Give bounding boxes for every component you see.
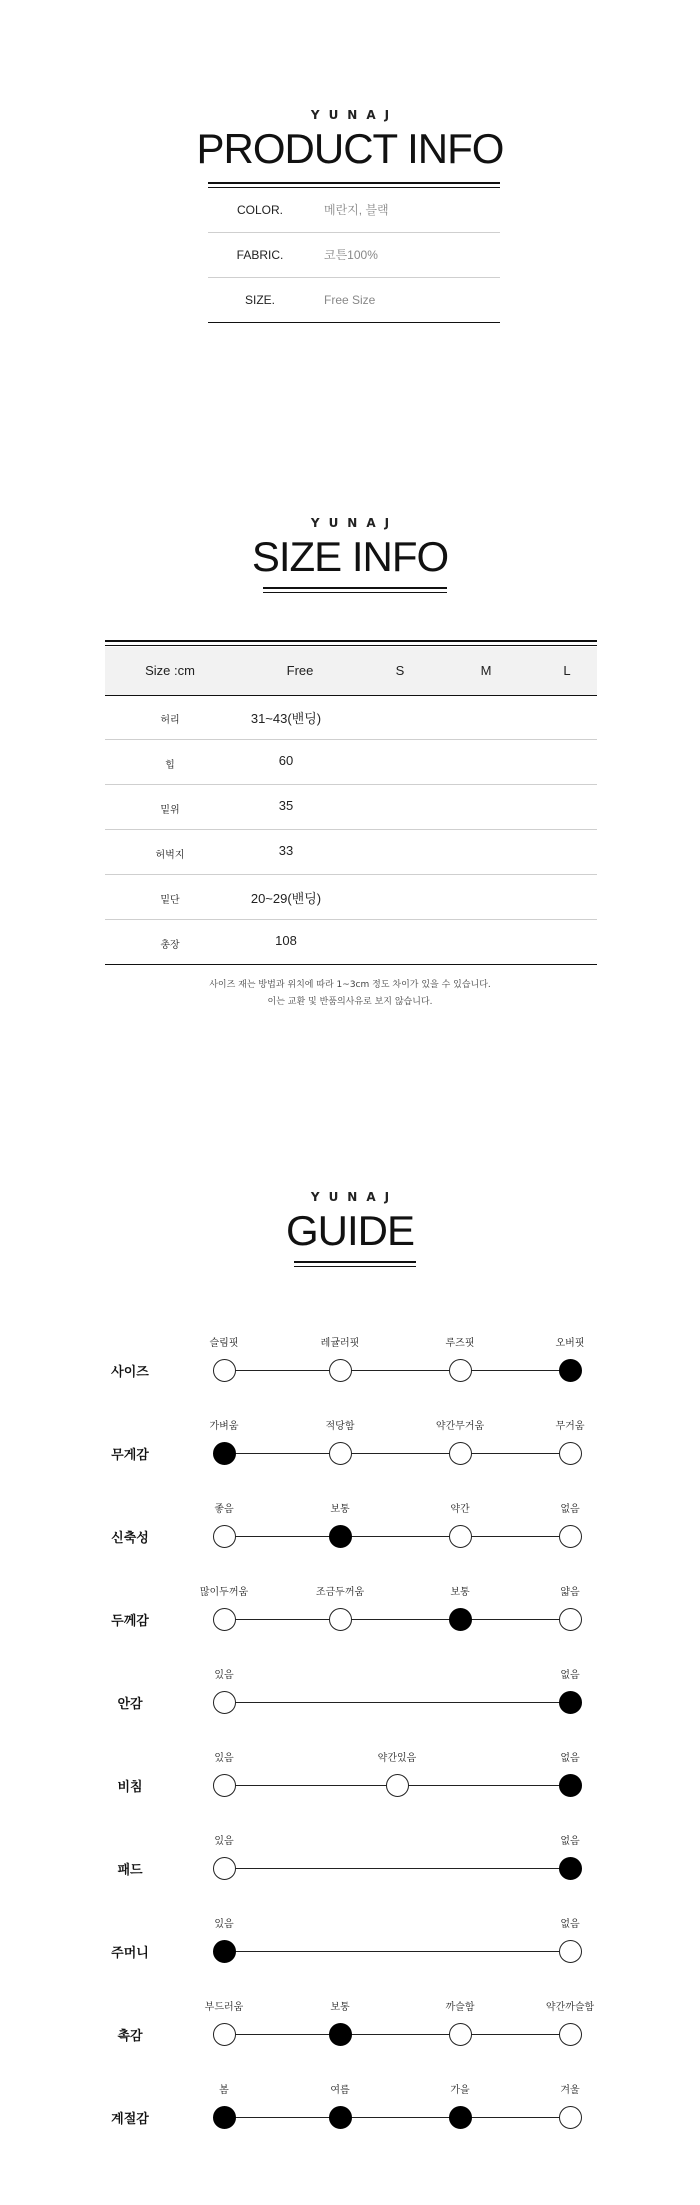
guide-option-label: 보통 xyxy=(330,2002,350,2013)
row-name: 총장 xyxy=(160,940,180,951)
guide-track xyxy=(224,1370,570,1371)
guide-row-label: 안감 xyxy=(117,1697,143,1712)
guide-track xyxy=(224,2117,570,2118)
guide-title: GUIDE xyxy=(285,1207,414,1254)
guide-option-label: 약간있음 xyxy=(377,1753,417,1764)
size-note: 이는 교환 및 반품의사유로 보지 않습니다. xyxy=(267,997,433,1007)
guide-option-label: 무거움 xyxy=(555,1421,585,1432)
row-free-value: 33 xyxy=(278,843,294,858)
guide-option-dot xyxy=(329,1608,352,1631)
guide-option-label: 여름 xyxy=(330,2085,350,2096)
guide-option-label: 없음 xyxy=(560,1670,580,1681)
row-free-value: 108 xyxy=(275,933,297,948)
header-size: Size :cm xyxy=(145,663,195,678)
row-name: 밑위 xyxy=(160,805,180,816)
fabric-label: FABRIC. xyxy=(236,248,284,262)
guide-option-label: 보통 xyxy=(450,1587,470,1598)
guide-option-label: 있음 xyxy=(214,1670,234,1681)
table-top-line-thin xyxy=(105,645,597,646)
row-divider xyxy=(105,919,597,920)
brand-name: YUNAJ xyxy=(310,516,399,530)
guide-track xyxy=(224,2034,570,2035)
guide-option-dot xyxy=(559,1691,582,1714)
header-s: S xyxy=(395,663,405,678)
guide-option-dot xyxy=(213,1857,236,1880)
guide-option-label: 좋음 xyxy=(214,1504,234,1515)
guide-option-label: 있음 xyxy=(214,1836,234,1847)
size-value: Free Size xyxy=(324,293,376,307)
guide-option-dot xyxy=(559,1857,582,1880)
guide-option-label: 없음 xyxy=(560,1753,580,1764)
header-bottom-line xyxy=(105,695,597,696)
guide-option-label: 슬림핏 xyxy=(209,1338,239,1349)
guide-option-label: 부드러움 xyxy=(204,2002,244,2013)
brand-name: YUNAJ xyxy=(310,108,399,122)
row-free-value: 31~43(밴딩) xyxy=(250,711,322,726)
guide-option-label: 가벼움 xyxy=(209,1421,239,1432)
guide-row-label: 무게감 xyxy=(111,1448,149,1463)
header-l: L xyxy=(563,663,571,678)
row-free-value: 20~29(밴딩) xyxy=(250,891,322,906)
title-underline-thin xyxy=(263,592,447,593)
brand-name: YUNAJ xyxy=(310,1190,399,1204)
table-bottom-line xyxy=(105,964,597,965)
guide-option-dot xyxy=(449,1359,472,1382)
guide-option-label: 없음 xyxy=(560,1919,580,1930)
guide-row-label: 신축성 xyxy=(111,1531,149,1546)
header-free: Free xyxy=(286,663,314,678)
guide-option-dot xyxy=(559,2106,582,2129)
guide-option-dot xyxy=(559,1940,582,1963)
guide-option-label: 얇음 xyxy=(560,1587,580,1598)
guide-row-label: 패드 xyxy=(117,1863,143,1878)
product-info-row xyxy=(208,278,500,322)
guide-option-dot xyxy=(329,1442,352,1465)
guide-track xyxy=(224,1868,570,1869)
guide-row-label: 촉감 xyxy=(117,2029,143,2044)
row-name: 허리 xyxy=(160,715,180,726)
guide-option-dot xyxy=(213,2106,236,2129)
guide-option-label: 있음 xyxy=(214,1753,234,1764)
color-value: 메란지, 블랙 xyxy=(324,203,389,217)
guide-option-dot xyxy=(213,1608,236,1631)
row-divider xyxy=(105,784,597,785)
guide-option-label: 까슬함 xyxy=(445,2002,475,2013)
guide-option-label: 많이두꺼움 xyxy=(199,1587,249,1598)
header-m: M xyxy=(480,663,492,678)
guide-track xyxy=(224,1619,570,1620)
title-underline xyxy=(263,587,447,589)
guide-option-label: 없음 xyxy=(560,1836,580,1847)
guide-option-dot xyxy=(329,2106,352,2129)
guide-option-label: 없음 xyxy=(560,1504,580,1515)
table-top-line xyxy=(105,640,597,642)
guide-row-label: 두께감 xyxy=(111,1614,149,1629)
guide-option-dot xyxy=(329,2023,352,2046)
product-info-title: PRODUCT INFO xyxy=(196,125,504,172)
row-name: 힙 xyxy=(165,760,175,771)
guide-option-dot xyxy=(559,1442,582,1465)
guide-option-dot xyxy=(449,1525,472,1548)
guide-option-dot xyxy=(213,1442,236,1465)
guide-option-dot xyxy=(213,1940,236,1963)
guide-option-label: 있음 xyxy=(214,1919,234,1930)
row-name: 허벅지 xyxy=(155,850,185,861)
table-bottom-line xyxy=(208,322,500,323)
row-name: 밑단 xyxy=(160,895,180,906)
guide-track xyxy=(224,1536,570,1537)
guide-option-label: 봄 xyxy=(219,2085,229,2096)
product-info-row xyxy=(208,233,500,277)
guide-option-dot xyxy=(329,1525,352,1548)
fabric-value: 코튼100% xyxy=(324,248,378,262)
row-free-value: 35 xyxy=(278,798,294,813)
guide-track xyxy=(224,1951,570,1952)
size-table-header xyxy=(105,647,597,695)
guide-row-label: 주머니 xyxy=(111,1946,149,1961)
guide-option-label: 레귤러핏 xyxy=(320,1338,360,1349)
title-underline xyxy=(208,182,500,184)
guide-option-dot xyxy=(329,1359,352,1382)
title-underline xyxy=(294,1261,416,1263)
size-note: 사이즈 재는 방법과 위치에 따라 1~3cm 정도 차이가 있을 수 있습니다. xyxy=(209,980,491,990)
guide-track xyxy=(224,1453,570,1454)
color-label: COLOR. xyxy=(236,203,283,217)
guide-option-dot xyxy=(213,1774,236,1797)
guide-row-label: 계절감 xyxy=(111,2112,149,2127)
guide-option-dot xyxy=(449,1608,472,1631)
guide-option-dot xyxy=(213,1691,236,1714)
guide-option-label: 가을 xyxy=(450,2085,470,2096)
row-free-value: 60 xyxy=(278,753,294,768)
guide-option-dot xyxy=(559,1359,582,1382)
guide-row-label: 비침 xyxy=(117,1780,143,1795)
guide-row-label: 사이즈 xyxy=(111,1365,149,1380)
guide-option-label: 루즈핏 xyxy=(445,1338,475,1349)
guide-option-dot xyxy=(449,1442,472,1465)
guide-option-label: 조금두꺼움 xyxy=(315,1587,365,1598)
row-divider xyxy=(105,829,597,830)
guide-option-label: 겨울 xyxy=(560,2085,580,2096)
guide-option-dot xyxy=(449,2023,472,2046)
product-info-row xyxy=(208,188,500,232)
size-info-title: SIZE INFO xyxy=(251,533,449,580)
guide-option-label: 보통 xyxy=(330,1504,350,1515)
title-underline-thin xyxy=(294,1266,416,1267)
size-label: SIZE. xyxy=(244,293,275,307)
guide-option-dot xyxy=(213,1525,236,1548)
guide-option-dot xyxy=(559,1608,582,1631)
guide-option-dot xyxy=(213,1359,236,1382)
guide-track xyxy=(224,1702,570,1703)
guide-option-label: 오버핏 xyxy=(555,1338,585,1349)
guide-option-label: 약간무거움 xyxy=(435,1421,485,1432)
guide-option-label: 약간까슬함 xyxy=(545,2002,595,2013)
guide-option-dot xyxy=(559,1774,582,1797)
guide-option-dot xyxy=(213,2023,236,2046)
guide-option-dot xyxy=(559,2023,582,2046)
guide-option-label: 약간 xyxy=(450,1504,470,1515)
row-divider xyxy=(105,739,597,740)
guide-option-label: 적당함 xyxy=(325,1421,355,1432)
guide-option-dot xyxy=(559,1525,582,1548)
row-divider xyxy=(105,874,597,875)
guide-option-dot xyxy=(449,2106,472,2129)
guide-option-dot xyxy=(386,1774,409,1797)
